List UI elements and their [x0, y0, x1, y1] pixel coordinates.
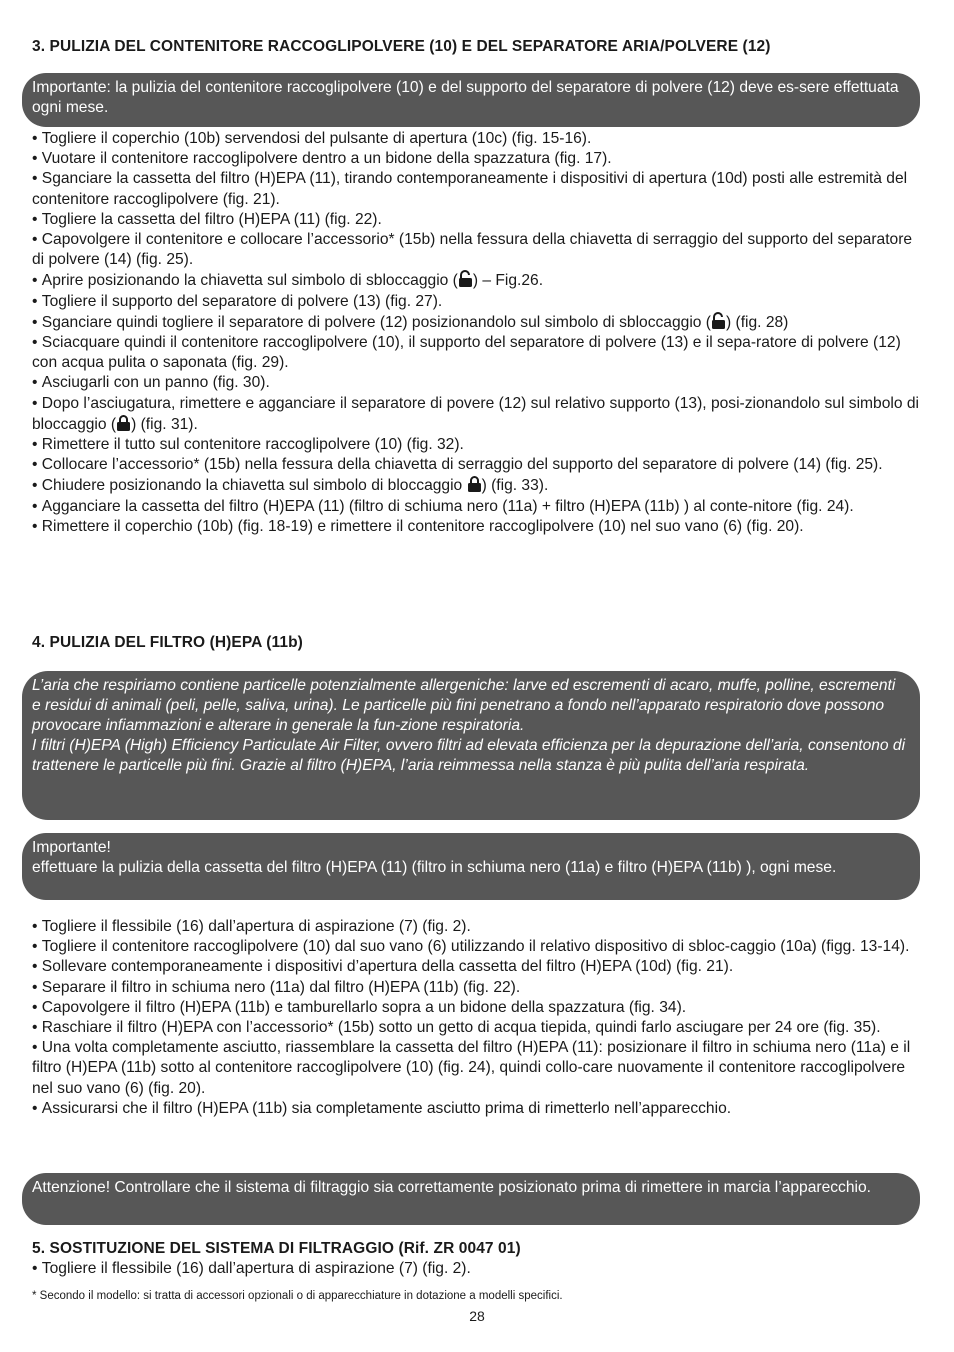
lock-icon	[116, 414, 131, 432]
list-item-text: Aprire posizionando la chiavetta sul simbolo di sbloccaggio (	[41, 272, 458, 290]
list-item: • Sganciare la cassetta del filtro (H)EPA (11), tirando contemporaneamente i dispositivi di apertura (10d) posti alle estremità del contenitore raccoglipolvere (fig. 21).	[32, 169, 924, 209]
list-item-text: ) (fig. 33).	[481, 477, 549, 495]
list-item: • Togliere il contenitore raccoglipolvere (10) dal suo vano (6) utilizzando il relativo dispositivo di sbloc-caggio (10a) (figg. 13-14).	[32, 937, 924, 957]
list-item: • Una volta completamente asciutto, riassemblare la cassetta del filtro (H)EPA (11): posizionare il filtro in schiuma nero (11a) e il filtro (H)EPA (11b) sotto al contenitore raccoglipolvere (10) (fig. 24), quindi collo-care nuovamente il contenitore raccoglipolvere nel suo vano (6) (fig. 20).	[32, 1038, 924, 1099]
warning-box	[22, 1173, 920, 1225]
list-item	[32, 270, 924, 291]
list-item-text: Dopo l’asciugatura, rimettere e agganciare il separatore di povere (12) sul relativo supporto (13), posi-zionandolo sul simbolo di bloccaggio (	[32, 394, 919, 433]
list-item-text: ) – Fig.26.	[472, 272, 544, 290]
important-note-box	[22, 73, 920, 127]
page-number: 28	[469, 1308, 485, 1324]
list-item: • Raschiare il filtro (H)EPA con l’accessorio* (15b) sotto un getto di acqua tiepida, quindi farlo asciugare per 24 ore (fig. 35).	[32, 1018, 924, 1038]
list-item: • Togliere il coperchio (10b) servendosi del pulsante di apertura (10c) (fig. 15-16).	[32, 129, 924, 149]
list-item: • Togliere il flessibile (16) dall’apertura di aspirazione (7) (fig. 2).	[32, 917, 924, 937]
list-item: • Separare il filtro in schiuma nero (11a) dal filtro (H)EPA (11b) (fig. 22).	[32, 978, 924, 998]
unlock-icon	[711, 312, 726, 330]
section-5-heading: 5. SOSTITUZIONE DEL SISTEMA DI FILTRAGGIO (Rif. ZR 0047 01)	[32, 1240, 521, 1257]
list-item: • Togliere il flessibile (16) dall’apertura di aspirazione (7) (fig. 2).	[32, 1259, 924, 1279]
list-item	[32, 312, 924, 333]
list-item: • Collocare l’accessorio* (15b) nella fessura della chiavetta di serraggio del supporto del separatore di polvere (14) (fig. 25).	[32, 455, 924, 475]
list-item	[32, 475, 924, 496]
list-item-text: Chiudere posizionando la chiavetta sul simbolo di bloccaggio	[41, 477, 467, 495]
list-item: • Capovolgere il contenitore e collocare l’accessorio* (15b) nella fessura della chiavetta di serraggio del supporto del separatore di polvere (14) (fig. 25).	[32, 230, 924, 270]
list-item: • Asciugarli con un panno (fig. 30).	[32, 373, 924, 393]
list-item: • Togliere la cassetta del filtro (H)EPA (11) (fig. 22).	[32, 210, 924, 230]
list-item: • Togliere il supporto del separatore di polvere (13) (fig. 27).	[32, 292, 924, 312]
info-paragraph: I filtri (H)EPA (High) Efficiency Particulate Air Filter, ovvero filtri ad elevata efficienza per la depurazione dell’aria, consentono di trattenere le particelle più fini. Grazie al filtro (H)EPA, l’aria reimmessa nella stanza è più pulita dell’aria respirata.	[32, 737, 906, 774]
important-note-text: Importante: la pulizia del contenitore raccoglipolvere (10) e del supporto del separatore di polvere (12) deve es-sere effettuata ogni mese.	[32, 79, 899, 116]
important-note-box	[22, 833, 920, 900]
list-item: • Rimettere il tutto sul contenitore raccoglipolvere (10) (fig. 32).	[32, 435, 924, 455]
unlock-icon	[458, 270, 473, 288]
allergen-info-box	[22, 671, 920, 820]
list-item: • Agganciare la cassetta del filtro (H)EPA (11) (filtro di schiuma nero (11a) + filtro (H)EPA (11b) ) al conte-nitore (fig. 24).	[32, 497, 924, 517]
list-item: • Vuotare il contenitore raccoglipolvere dentro a un bidone della spazzatura (fig. 17).	[32, 149, 924, 169]
section-5-steps	[32, 1259, 924, 1279]
list-item: • Assicurarsi che il filtro (H)EPA (11b) sia completamente asciutto prima di rimetterlo nell’apparecchio.	[32, 1099, 924, 1119]
warning-text: Attenzione! Controllare che il sistema di filtraggio sia correttamente posizionato prima di rimettere in marcia l’apparecchio.	[32, 1179, 871, 1196]
section-4-heading: 4. PULIZIA DEL FILTRO (H)EPA (11b)	[32, 634, 303, 651]
section-3-steps	[32, 129, 924, 537]
section-3-heading: 3. PULIZIA DEL CONTENITORE RACCOGLIPOLVERE (10) E DEL SEPARATORE ARIA/POLVERE (12)	[32, 38, 771, 55]
lock-icon	[467, 475, 482, 493]
important-note-text: effettuare la pulizia della cassetta del filtro (H)EPA (11) (filtro in schiuma nero (11a) e filtro (H)EPA (11b) ), ogni mese.	[32, 859, 837, 876]
info-paragraph: L’aria che respiriamo contiene particelle potenzialmente allergeniche: larve ed escrementi di acaro, muffe, polline, escrementi e residui di animali (peli, pelle, saliva, urina). Le particelle più fini penetrano a fondo nell’apparato respiratorio dove possono provocare infiammazioni e alterare in generale la fun-zione respiratoria.	[32, 677, 896, 734]
list-item: • Rimettere il coperchio (10b) (fig. 18-19) e rimettere il contenitore raccoglipolvere (10) nel suo vano (6) (fig. 20).	[32, 517, 924, 537]
list-item-text: ) (fig. 31).	[131, 415, 198, 433]
list-item: • Capovolgere il filtro (H)EPA (11b) e tamburellarlo sopra a un bidone della spazzatura (fig. 34).	[32, 998, 924, 1018]
list-item-text: ) (fig. 28)	[725, 313, 789, 331]
footnote: * Secondo il modello: si tratta di accessori opzionali o di apparecchiature in dotazione a modelli specifici.	[32, 1290, 563, 1302]
list-item: • Sciacquare quindi il contenitore raccoglipolvere (10), il supporto del separatore di polvere (13) e il sepa-ratore di polvere (12) con acqua pulita o saponata (fig. 29).	[32, 333, 924, 373]
section-4-steps	[32, 917, 924, 1119]
list-item	[32, 394, 924, 435]
list-item-text: Sganciare quindi togliere il separatore di polvere (12) posizionandolo sul simbolo di sbloccaggio (	[41, 313, 711, 331]
important-note-title: Importante!	[32, 839, 111, 856]
list-item: • Sollevare contemporaneamente i dispositivi d’apertura della cassetta del filtro (H)EPA (10d) (fig. 21).	[32, 957, 924, 977]
